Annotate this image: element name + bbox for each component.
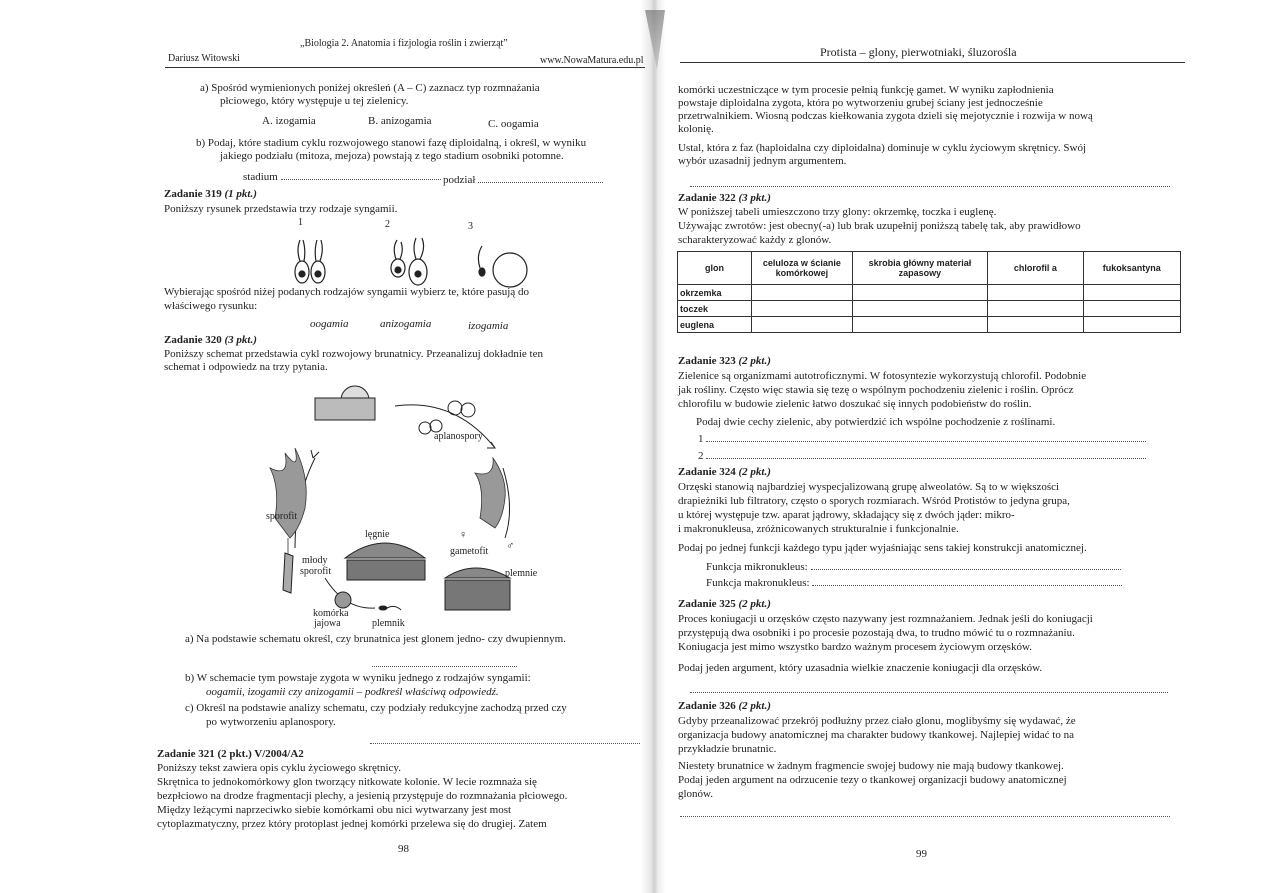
q326-question-line1: Podaj jeden argument na odrzucenie tezy o tkankowej organizacji budowy anatomicznej [678,774,1067,786]
q320-text-line2: schemat i odpowiedz na trzy pytania. [164,361,328,373]
q321-text-line3: bezpłciowo na drodze fragmentacji plechy, a jesienią przystępuje do rozmnażania płciowego. [157,790,568,802]
q320-title: Zadanie 320 [164,334,222,346]
table-cell[interactable] [852,317,988,333]
q320a-text: a) Na podstawie schematu określ, czy brunatnica jest glonem jedno- czy dwupiennym. [185,633,566,645]
q321-cont-line2: powstaje diploidalna zygota, która po wytworzeniu grubej ściany jest jednocześnie [678,97,1043,109]
q325-text-line3: Koniugacja jest mimo wszystko bardzo ważnym procesem życiowym orzęsków. [678,641,1032,653]
website-url: www.NowaMatura.edu.pl [540,55,644,66]
q325-text-line1: Proces koniugacji u orzęsków często nazywany jest rozmnażaniem. Jednak jeśli do koniugacji [678,613,1093,625]
q324-points: (2 pkt.) [738,466,771,478]
podzial-label [443,173,603,187]
label-mlody-1: młody [302,555,328,566]
q321-text-line2: Skrętnica to jednokomórkowy glon tworzący nitkowate kolonie. W lecie rozmnaża się [157,776,537,788]
q321-cont-line3: przetrwalnikiem. Wiosną podczas kiełkowania zygota dzieli się mejotycznie i rozwija w nową [678,110,1093,122]
table-cell[interactable] [988,317,1083,333]
oogonia-section [345,543,425,580]
right-header: Protista – glony, pierwotniaki, śluzorośla [820,45,1017,59]
q320c-line1: c) Określ na podstawie analizy schematu, czy podziały redukcyjne zachodzą przed czy [185,702,567,714]
gametophyte-plant [475,458,505,528]
table-cell[interactable] [1083,301,1180,317]
label-aplanospory: aplanospory [434,431,483,442]
q320-heading [164,334,257,347]
q324-title: Zadanie 324 [678,466,736,478]
answer-num-2: 2 [698,450,704,462]
antheridia-section [445,568,510,610]
q321-text-line1: Poniższy tekst zawiera opis cyklu życiowego skrętnicy. [157,762,401,774]
q325-points: (2 pkt.) [738,598,771,610]
syngamy-num-1: 1 [298,217,303,228]
q321-cont-line4: kolonię. [678,123,714,135]
q321-question-line1: Ustal, która z faz (haploidalna czy diploidalna) dominuje w cyklu życiowym skrętnicy. Swój [678,142,1087,154]
anisogamy-drawing [391,238,427,285]
header-chlorofil: chlorofil a [988,252,1083,285]
makronukleus-answer[interactable] [812,576,1122,586]
mikronukleus-row [706,560,1121,574]
q326-heading [678,700,771,713]
q321-text-line4: Między leżącymi naprzeciwko siebie komórkami obu nici wytwarzany jest most [157,804,512,816]
q318a-line2: płciowego, który występuje u tej zielenicy. [220,95,409,107]
q325-answer-line[interactable] [690,684,1168,693]
q319-heading [164,188,257,201]
mikronukleus-answer[interactable] [811,560,1121,570]
brown-algae-cycle-diagram [255,378,555,628]
answer-oogamia: oogamia [310,318,349,330]
q324-question: Podaj po jednej funkcji każdego typu jąder wyjaśniając sens takiej konstrukcji anatomicznej. [678,542,1087,554]
table-cell[interactable] [852,285,988,301]
q322-text-line1: W poniższej tabeli umieszczono trzy glony: okrzemkę, toczka i euglenę. [678,206,997,218]
q323-heading [678,355,771,368]
q324-text-line1: Orzęski stanowią najbardziej wyspecjalizowaną grupę alweolatów. Są to w większości [678,481,1060,493]
header-glon: glon [678,252,752,285]
q320-points: (3 pkt.) [224,334,257,346]
page-number-left: 98 [398,843,409,855]
syngamy-drawings [280,230,540,290]
row-toczek: toczek [678,301,752,317]
header-celuloza: celuloza w ścianie komórkowej [752,252,852,285]
option-b: B. anizogamia [368,115,432,127]
table-cell[interactable] [1083,285,1180,301]
book-title: „Biologia 2. Anatomia i fizjologia roślin i zwierząt” [300,38,508,49]
label-plemnie: plemnie [505,568,538,579]
row-euglena: euglena [678,317,752,333]
option-a: A. izogamia [262,115,316,127]
q322-heading [678,192,771,205]
q322-title: Zadanie 322 [678,192,736,204]
answer-num-1: 1 [698,433,704,445]
q326-title: Zadanie 326 [678,700,736,712]
table-header-row [678,252,1181,285]
q320a-answer-line[interactable] [372,658,517,667]
answer-line-2[interactable] [706,449,1146,459]
table-row [678,285,1181,301]
right-header-rule [680,62,1185,63]
q324-text-line4: i makronukleusa, zróżnicowanych strukturalnie i funkcjonalnie. [678,523,959,535]
q319-question-line2: właściwego rysunku: [164,300,258,312]
q321-question-line2: wybór uzasadnij jednym argumentem. [678,155,847,167]
option-c: C. oogamia [488,118,539,130]
q319-question-line1: Wybierając spośród niżej podanych rodzajów syngamii wybierz te, które pasują do [164,286,529,298]
podzial-text: podział [443,174,476,186]
q323-text-line3: chlorofilu w budowie zielenic łatwo doszukać się innych podobieństw do roślin. [678,398,1032,410]
table-cell[interactable] [852,301,988,317]
page-number-right: 99 [916,848,927,860]
q320c-answer-line[interactable] [370,735,640,744]
q318b-line1: b) Podaj, które stadium cyklu rozwojowego stanowi fazę diploidalną, i określ, w wyniku [196,137,587,149]
q318a-line1: a) Spośród wymienionych poniżej określeń (A – C) zaznacz typ rozmnażania [200,82,540,94]
q321-text-line5: cytoplazmatyczny, przez który protoplast jednej komórki przelewa się do drugiej. Zatem [157,818,547,830]
table-cell[interactable] [988,301,1083,317]
q323-text-line1: Zielenice są organizmami autotroficznymi. W fotosyntezie wykorzystują chlorofil. Podobnie [678,370,1087,382]
label-mlody-2: sporofit [300,566,332,577]
syngamy-num-2: 2 [385,219,390,230]
q321-cont-line1: komórki uczestniczące w tym procesie pełnią funkcję gamet. W wyniku zapłodnienia [678,84,1054,96]
q322-text-line3: scharakteryzować każdy z glonów. [678,234,832,246]
label-plemnik: plemnik [372,618,405,629]
q322-points: (3 pkt.) [738,192,771,204]
makronukleus-label: Funkcja makronukleus: [706,577,810,589]
table-cell[interactable] [752,317,852,333]
q322-text-line2: Używając zwrotów: jest obecny(-a) lub brak uzupełnij poniższą tabelę tak, aby prawidłowo [678,220,1081,232]
q326-question-line2: glonów. [678,788,714,800]
header-skrobia: skrobia główny materiał zapasowy [852,252,988,285]
makronukleus-row [706,576,1122,590]
q320c-line2: po wytworzeniu aplanospory. [206,716,336,728]
q326-points: (2 pkt.) [738,700,771,712]
table-cell[interactable] [752,285,852,301]
syngamy-num-3: 3 [468,221,473,232]
answer-line-1[interactable] [706,432,1146,442]
table-cell[interactable] [988,285,1083,301]
mikronukleus-label: Funkcja mikronukleus: [706,561,808,573]
stadium-text: stadium [243,171,278,183]
stadium-label [243,170,441,184]
q325-question: Podaj jeden argument, który uzasadnia wielkie znaczenie koniugacji dla orzęsków. [678,662,1043,674]
q326-text-line3: przykładzie brunatnic. [678,743,777,755]
header-fukoksantyna: fukoksantyna [1083,252,1180,285]
q323-question: Podaj dwie cechy zielenic, aby potwierdzić ich wspólne pochodzenie z roślinami. [696,416,1056,428]
young-sporophyte [283,553,293,593]
q326-answer-line[interactable] [680,808,1170,817]
q325-heading [678,598,771,611]
label-sporofit: sporofit [266,511,298,522]
q319-text: Poniższy rysunek przedstawia trzy rodzaje syngamii. [164,203,398,215]
q324-heading [678,466,771,479]
q326-text-line4: Niestety brunatnice w żadnym fragmencie swojej budowy nie mają budowy tkankowej. [678,760,1064,772]
q323-title: Zadanie 323 [678,355,736,367]
q321-title: Zadanie 321 (2 pkt.) V/2004/A2 [157,748,304,760]
label-legnie: lęgnie [365,529,390,540]
answer-anizogamia: anizogamia [380,318,432,330]
sporophyte-plant [270,448,306,556]
label-gametofit: gametofit [450,546,489,557]
sperm-cell [379,606,401,610]
author-name: Dariusz Witowski [168,53,240,64]
q319-title: Zadanie 319 [164,188,222,200]
table-row [678,301,1181,317]
q325-title: Zadanie 325 [678,598,736,610]
label-komorka-1: komórka [313,608,349,619]
table-cell[interactable] [752,301,852,317]
q318b-line2: jakiego podziału (mitoza, mejoza) powstają z tego stadium osobniki potomne. [220,150,564,162]
q321-answer-line[interactable] [690,178,1170,187]
q324-text-line2: drapieżniki lub filtratory, często o sporych rozmiarach. Wśród Protistów to jedyna grupa, [678,495,1070,507]
algae-table [677,251,1181,333]
isogamy-drawing [295,240,325,283]
q326-text-line1: Gdyby przeanalizować przekrój podłużny przez ciało glonu, moglibyśmy się wydawać, że [678,715,1076,727]
header-rule [165,67,645,68]
table-cell[interactable] [1083,317,1180,333]
answer-izogamia: izogamia [468,320,509,332]
egg-cell [335,592,351,608]
table-row [678,317,1181,333]
q323-answer-2 [698,449,1146,463]
q320b-line2: oogamii, izogamii czy anizogamii – podkreśl właściwą odpowiedź. [206,686,499,698]
q320-text-line1: Poniższy schemat przedstawia cykl rozwojowy brunatnicy. Przeanalizuj dokładnie ten [164,348,543,360]
q326-text-line2: organizacja budowy anatomicznej ma charakter budowy tkankowej. Najlepiej widać to na [678,729,1074,741]
q323-points: (2 pkt.) [738,355,771,367]
q320b-line1: b) W schemacie tym powstaje zygota w wyniku jednego z rodzajów syngamii: [185,672,531,684]
row-okrzemka: okrzemka [678,285,752,301]
q325-text-line2: przystępują dwa osobniki i po procesie pozostają dwa, to trudno mówić tu o rozmnażaniu. [678,627,1075,639]
q324-text-line3: u której występuje tzw. aparat jądrowy, składający się z dwóch jąder: mikro- [678,509,1015,521]
oogamy-drawing [478,246,527,287]
male-symbol: ♂ [506,540,515,552]
label-komorka-2: jajowa [314,618,341,629]
q323-answer-1 [698,432,1146,446]
q319-points: (1 pkt.) [224,188,257,200]
q323-text-line2: jak rośliny. Często więc stawia się tezę o wspólnym pochodzeniu zielenic i roślin. Oprócz [678,384,1074,396]
female-symbol: ♀ [459,529,468,541]
